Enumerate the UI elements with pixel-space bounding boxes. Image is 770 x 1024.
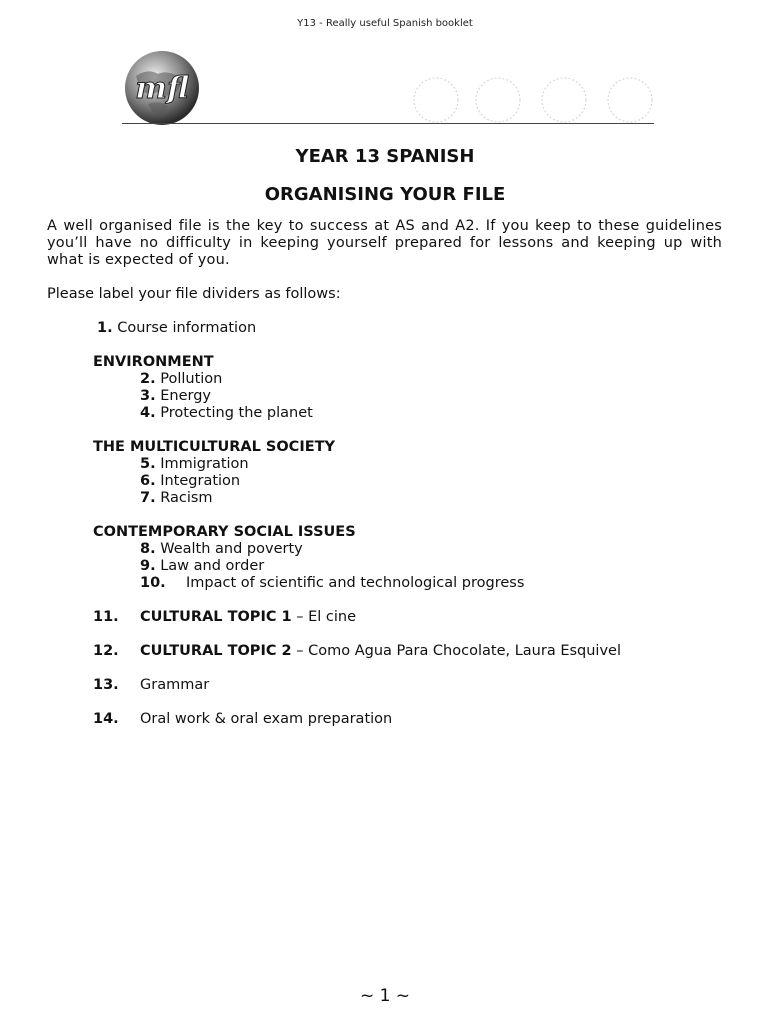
item-text: – El cine (291, 609, 357, 625)
item-number: 14. (93, 711, 119, 727)
item-text: Grammar (140, 677, 210, 693)
list-item (93, 609, 357, 626)
list-item (140, 388, 211, 405)
item-number: 13. (93, 677, 119, 693)
list-item (140, 490, 213, 507)
item-text: Energy (160, 388, 211, 404)
item-text: Integration (160, 473, 241, 489)
item-number: 7. (140, 490, 156, 506)
list-item (140, 405, 313, 422)
item-text: Racism (160, 490, 213, 506)
running-header: Y13 - Really useful Spanish booklet (297, 18, 473, 29)
item-number: 9. (140, 558, 156, 574)
page-title: YEAR 13 SPANISH (295, 146, 475, 167)
svg-text:mfl: mfl (135, 71, 189, 106)
topic-heading: CULTURAL TOPIC 2 (140, 643, 292, 659)
list-item (140, 456, 249, 473)
globe-logo-icon (118, 46, 208, 126)
item-text: Wealth and poverty (160, 541, 303, 557)
list-item (140, 473, 240, 490)
list-item (93, 643, 621, 660)
item-number: 2. (140, 371, 156, 387)
item-number: 3. (140, 388, 156, 404)
list-item (140, 371, 222, 388)
decorative-circles (410, 76, 660, 124)
item-number: 6. (140, 473, 156, 489)
list-item (140, 575, 525, 592)
list-item (140, 541, 303, 558)
item-text: Oral work & oral exam preparation (140, 711, 393, 727)
section-heading: CONTEMPORARY SOCIAL ISSUES (93, 524, 356, 540)
item-text: Impact of scientific and technological progress (186, 575, 525, 591)
list-item (93, 677, 210, 694)
section-heading: THE MULTICULTURAL SOCIETY (93, 439, 336, 455)
item-text: Immigration (160, 456, 249, 472)
item-number: 12. (93, 643, 119, 659)
header-rule (122, 123, 654, 124)
list-item (93, 711, 393, 728)
label-instruction: Please label your file dividers as follows: (47, 286, 341, 302)
topic-heading: CULTURAL TOPIC 1 (140, 609, 292, 625)
section-heading: ENVIRONMENT (93, 354, 214, 370)
list-item (140, 558, 264, 575)
item-text: Course information (117, 320, 257, 336)
item-text: Law and order (160, 558, 265, 574)
item-text: Pollution (160, 371, 223, 387)
intro-paragraph: A well organised file is the key to success at AS and A2. If you keep to these guidelines you’ll have no difficulty in keeping yourself prepared for lessons and keeping up with what is expected of you. (47, 218, 722, 268)
item-text: Protecting the planet (160, 405, 313, 421)
page-subtitle: ORGANISING YOUR FILE (264, 184, 506, 205)
item-text: – Como Agua Para Chocolate, Laura Esquivel (291, 643, 621, 659)
item-number: 4. (140, 405, 156, 421)
item-number: 1. (97, 320, 113, 336)
page-number: ~ 1 ~ (359, 986, 411, 1006)
item-number: 5. (140, 456, 156, 472)
item-number: 8. (140, 541, 156, 557)
item-number: 11. (93, 609, 119, 625)
item-number: 10. (140, 575, 166, 591)
list-item (97, 320, 256, 337)
